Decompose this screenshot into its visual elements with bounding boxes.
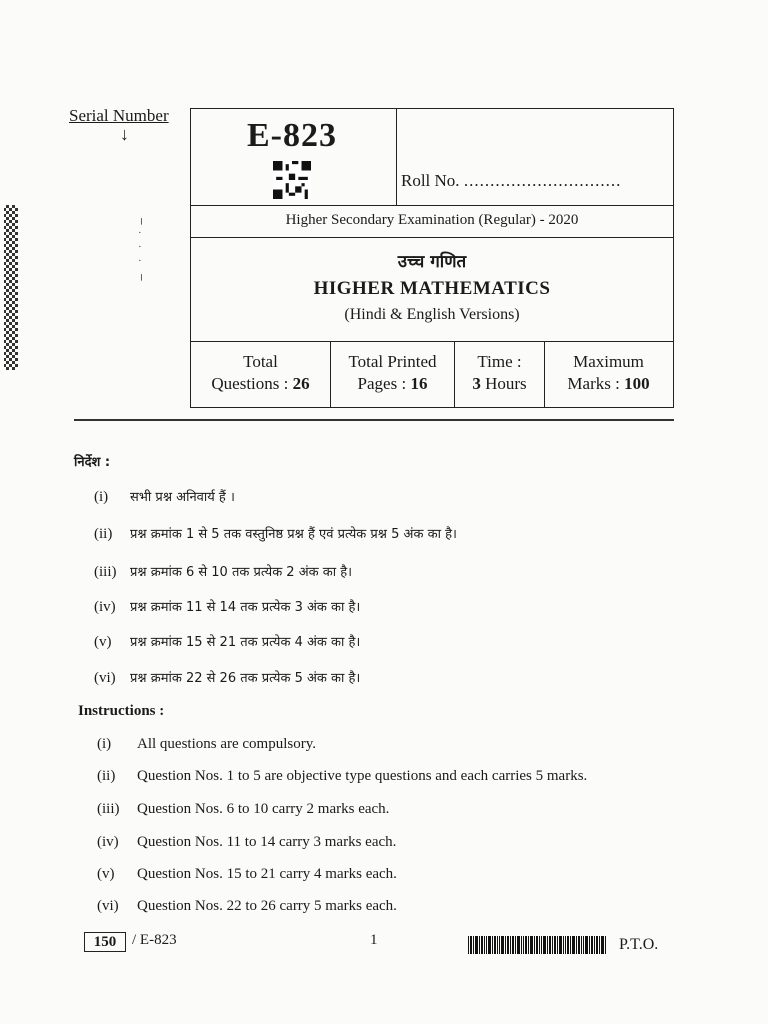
side-pattern-strip xyxy=(0,205,22,370)
time-value: 3 xyxy=(472,374,481,393)
max-marks-value: 100 xyxy=(624,374,650,393)
roll-dots: .............................. xyxy=(463,171,622,190)
total-pages-value: 16 xyxy=(410,374,428,393)
versions-note: (Hindi & English Versions) xyxy=(344,306,520,323)
total-questions-value: 26 xyxy=(292,374,310,393)
english-instruction-item: (i) All questions are compulsory. xyxy=(97,736,316,752)
exam-info-row xyxy=(191,341,673,407)
time-cell: Time : 3 Hours xyxy=(455,341,545,407)
footer-paper-code: / E-823 xyxy=(132,932,177,948)
margin-ticks: ╷ · · · ╷ xyxy=(138,213,145,281)
hindi-instruction-item: (iv) प्रश्न क्रमांक 11 से 14 तक प्रत्येक 3 अंक का है। xyxy=(94,599,361,615)
page-number: 1 xyxy=(370,932,378,948)
qr-code-icon xyxy=(273,161,311,199)
english-instruction-item: (v) Question Nos. 15 to 21 carry 4 marks each. xyxy=(97,866,397,882)
paper-code: E-823 xyxy=(247,117,337,154)
roll-label: Roll No. xyxy=(401,171,464,190)
header-table xyxy=(190,108,674,408)
roll-number-field xyxy=(401,171,621,191)
subject-hindi: उच्च गणित xyxy=(397,252,467,272)
paper-code-cell xyxy=(191,109,397,205)
english-instruction-item: (iii) Question Nos. 6 to 10 carry 2 marks each. xyxy=(97,801,390,817)
exam-name: Higher Secondary Examination (Regular) - 2020 xyxy=(191,205,673,238)
serial-arrow: ↓ xyxy=(120,124,129,144)
english-instruction-item: (iv) Question Nos. 11 to 14 carry 3 marks each. xyxy=(97,834,397,850)
pto-label: P.T.O. xyxy=(619,936,659,953)
hindi-instruction-item: (ii) प्रश्न क्रमांक 1 से 5 तक वस्तुनिष्ठ प्रश्न हैं एवं प्रत्येक प्रश्न 5 अंक का है। xyxy=(94,526,457,542)
english-instruction-item: (vi) Question Nos. 22 to 26 carry 5 marks each. xyxy=(97,898,397,914)
subject-block xyxy=(191,237,673,342)
footer-count-box: 150 xyxy=(84,932,126,952)
hindi-instruction-item: (iii) प्रश्न क्रमांक 6 से 10 तक प्रत्येक 2 अंक का है। xyxy=(94,564,353,580)
hindi-instructions-heading: निर्देश : xyxy=(74,455,111,470)
serial-number-label: Serial Number xyxy=(69,106,169,125)
hindi-instruction-item: (v) प्रश्न क्रमांक 15 से 21 तक प्रत्येक 4 अंक का है। xyxy=(94,634,361,650)
total-questions-cell: Total Questions : 26 xyxy=(191,341,331,407)
header-row-code xyxy=(191,109,673,206)
hindi-instruction-item: (vi) प्रश्न क्रमांक 22 से 26 तक प्रत्येक 5 अंक का है। xyxy=(94,670,361,686)
total-pages-cell: Total Printed Pages : 16 xyxy=(331,341,455,407)
max-marks-cell: Maximum Marks : 100 xyxy=(567,352,650,393)
barcode-icon xyxy=(468,936,606,954)
english-instructions-heading: Instructions : xyxy=(78,703,165,719)
subject-english: HIGHER MATHEMATICS xyxy=(313,278,551,299)
divider-line xyxy=(74,419,674,421)
english-instruction-item: (ii) Question Nos. 1 to 5 are objective type questions and each carries 5 marks. xyxy=(97,768,588,784)
hindi-instruction-item: (i) सभी प्रश्न अनिवार्य हैं । xyxy=(94,489,235,505)
